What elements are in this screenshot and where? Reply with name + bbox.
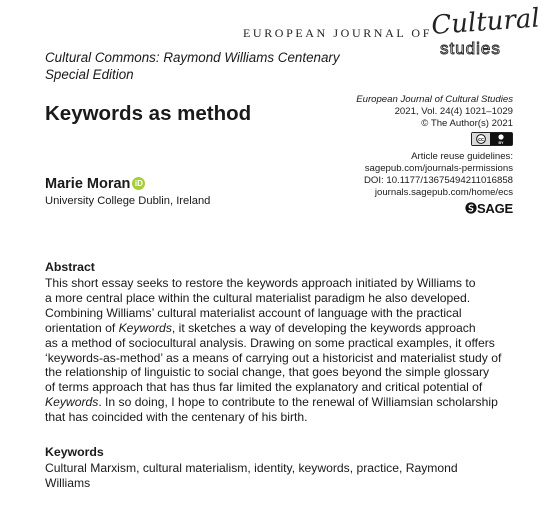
article-title: Keywords as method [45, 102, 252, 125]
abstract-line: This short essay seeks to restore the keywords approach initiated by Williams to [45, 276, 476, 290]
reuse-link[interactable]: sagepub.com/journals-permissions [364, 163, 513, 175]
special-edition-label [45, 49, 340, 83]
article-metadata [356, 94, 513, 217]
abstract-line: Combining Williams’ cultural materialist account of language with the practical [45, 305, 462, 320]
cc-by-license-badge[interactable] [471, 132, 513, 146]
keywords-book-ref: Keywords [45, 395, 99, 410]
abstract-line: the relationship of linguistic to social change, that goes beyond the simple glossary [45, 365, 490, 380]
author-block [45, 176, 145, 192]
abstract-line: orientation of Keywords, it sketches a way of developing the keywords approach [45, 320, 476, 335]
abstract-line: as a method of sociocultural analysis. Drawing on some practical examples, it offers [45, 335, 495, 350]
abstract-line: ‘keywords-as-method’ as a means of carrying out a historicist and materialist study of [45, 350, 502, 365]
keywords-line-2: Williams [45, 476, 91, 490]
journal-masthead: EUROPEAN JOURNAL OF [243, 26, 432, 40]
abstract-body [45, 276, 525, 425]
edition-line-1: Cultural Commons: Raymond Williams Centenary [45, 50, 340, 65]
abstract-line: a more central place within the cultural materialist paradigm he also developed. [45, 290, 471, 305]
author-name: Marie Moran [45, 176, 131, 192]
doi[interactable]: DOI: 10.1177/13675494211016858 [363, 175, 513, 187]
journal-logo [418, 3, 541, 58]
keywords-list [45, 461, 458, 491]
orcid-icon[interactable]: iD [132, 177, 145, 190]
edition-line-2: Special Edition [45, 67, 134, 82]
abstract-heading: Abstract [45, 260, 95, 274]
volume-info: 2021, Vol. 24(4) 1021–1029 [394, 106, 513, 118]
logo-word-studies: studies [440, 39, 501, 58]
by-icon [498, 134, 503, 139]
abstract-line: of terms approach that has thus far limited the explanatory and critical potential of [45, 380, 483, 395]
logo-word-cultural: Cultural [430, 3, 541, 41]
copyright: © The Author(s) 2021 [421, 118, 513, 130]
journal-home-link[interactable]: journals.sagepub.com/home/ecs [374, 187, 513, 199]
reuse-label: Article reuse guidelines: [411, 150, 513, 162]
keywords-book-ref: Keywords [118, 320, 172, 335]
sage-icon [465, 202, 477, 214]
sage-logo [465, 201, 513, 216]
abstract-line: Keywords. In so doing, I hope to contribute to the renewal of Williamsian scholarship [45, 395, 498, 410]
abstract-line-3-start: orientation of [45, 320, 119, 335]
journal-name: European Journal of Cultural Studies [356, 94, 513, 105]
keywords-line-1: Cultural Marxism, cultural materialism, identity, keywords, practice, Raymond [45, 461, 458, 475]
publisher-name: SAGE [476, 200, 513, 216]
abstract-line: that has coincided with the centenary of his birth. [45, 410, 308, 425]
svg-text:BY: BY [498, 140, 504, 145]
author-affiliation: University College Dublin, Ireland [45, 195, 211, 207]
keywords-heading: Keywords [45, 445, 104, 459]
svg-text:cc: cc [478, 136, 484, 143]
